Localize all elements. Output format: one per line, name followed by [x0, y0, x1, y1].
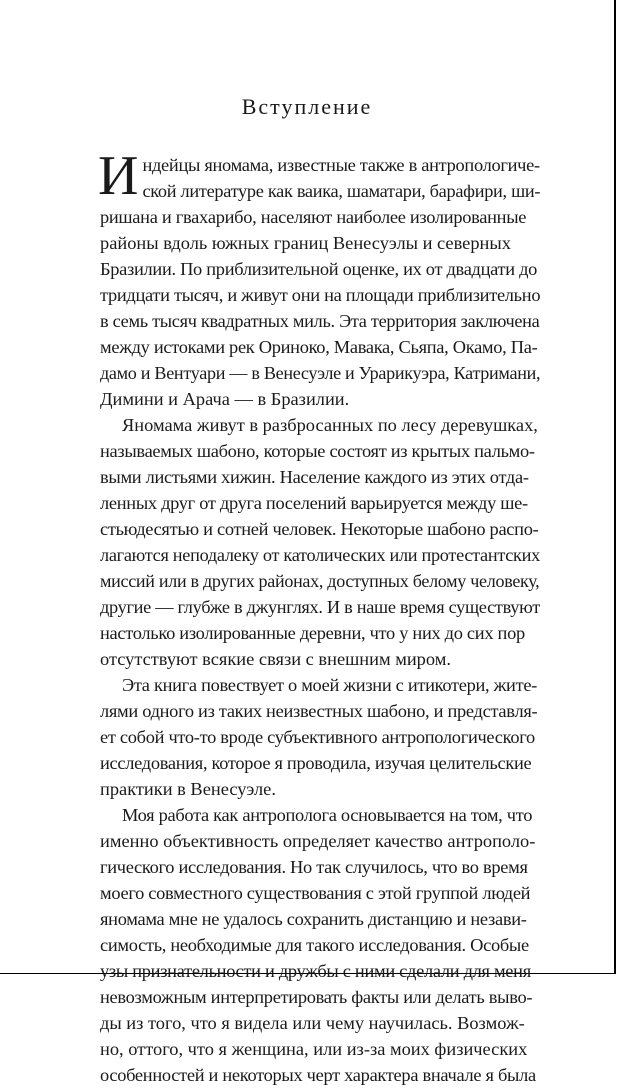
text-line: особенностей и некоторых черт характера вначале я была — [100, 1065, 536, 1085]
text-line: гического исследования. Но так случилось, что во время — [100, 857, 528, 877]
text-line: между истоками рек Ориноко, Мавака, Сьяпа, Окамо, Па- — [100, 337, 538, 357]
text-line: Димини и Арача — в Бразилии. — [100, 389, 350, 409]
text-line: выми листьями хижин. Население каждого из этих отда- — [100, 467, 529, 487]
text-line: дамо и Вентуари — в Венесуэле и Урарикуэра, Катримани, — [100, 363, 541, 383]
text-line: районы вдоль южных границ Венесуэлы и северных — [100, 233, 511, 253]
text-line: невозможным интерпретировать факты или делать выво- — [100, 987, 533, 1007]
text-line: лагаются неподалеку от католических или протестантских — [100, 545, 540, 565]
text-line: лями одного из таких неизвестных шабоно, и представля- — [100, 701, 538, 721]
text-line: стьюдесятью и сотней человек. Некоторые шабоно распо- — [100, 519, 539, 539]
text-line: ришана и гваxарибо, населяют наиболее изолированные — [100, 207, 527, 227]
text-line: узы признательности и дружбы с ними сделали для меня — [100, 961, 531, 981]
text-line: но, оттого, что я женщина, или из-за моих физических — [100, 1039, 528, 1059]
text-line: Моя работа как антрополога основывается на том, что — [122, 805, 533, 825]
text-line: моего совместного существования с этой группой людей — [100, 883, 531, 903]
text-line: называемых шабоно, которые состоят из крытых пальмо- — [100, 441, 535, 461]
text-line: Яномама живут в разбросанных по лесу деревушках, — [122, 415, 538, 435]
text-line: ет собой что-то вроде субъективного антропологического — [100, 727, 535, 747]
text-line: исследования, которое я проводила, изучая целительские — [100, 753, 532, 773]
paragraph-4 — [100, 802, 540, 1088]
text-line: другие — глубже в джунглях. И в наше время существуют — [100, 597, 540, 617]
text-line: миссий или в других районах, доступных белому человеку, — [100, 571, 540, 591]
text-line: тридцати тысяч, и живут они на площади приблизительно — [100, 285, 541, 305]
text-line: ской литературе как ваика, шаматари, барафири, ши- — [142, 181, 541, 201]
text-line: именно объективность определяет качество антрополо- — [100, 831, 536, 851]
text-line: яномама мне не удалось сохранить дистанцию и незави- — [100, 909, 527, 929]
text-line: ленных друг от друга поселений варьируется между ше- — [100, 493, 528, 513]
text-line: настолько изолированные деревни, что у них до сих пор — [100, 623, 525, 643]
text-line: в семь тысяч квадратных миль. Эта территория заключена — [100, 311, 540, 331]
paragraph-3 — [100, 672, 540, 802]
drop-cap: И — [98, 145, 139, 207]
text-line: Эта книга повествует о моей жизни с итикотери, жите- — [122, 675, 538, 695]
text-line: ды из того, что я видела или чему научилась. Возмож- — [100, 1013, 525, 1033]
body-text — [98, 145, 541, 1088]
paragraph-1 — [98, 145, 541, 412]
text-line: Бразилии. По приблизительной оценке, их от двадцати до — [100, 259, 538, 279]
text-line: симость, необходимые для такого исследования. Особые — [100, 935, 529, 955]
text-line: практики в Венесуэле. — [100, 779, 276, 799]
paragraph-2 — [100, 412, 540, 672]
text-line: ндейцы яномама, известные также в антропологиче- — [142, 155, 540, 175]
text-line: отсутствуют всякие связи с внешним миром. — [100, 649, 451, 669]
chapter-title: Вступление — [241, 94, 373, 119]
